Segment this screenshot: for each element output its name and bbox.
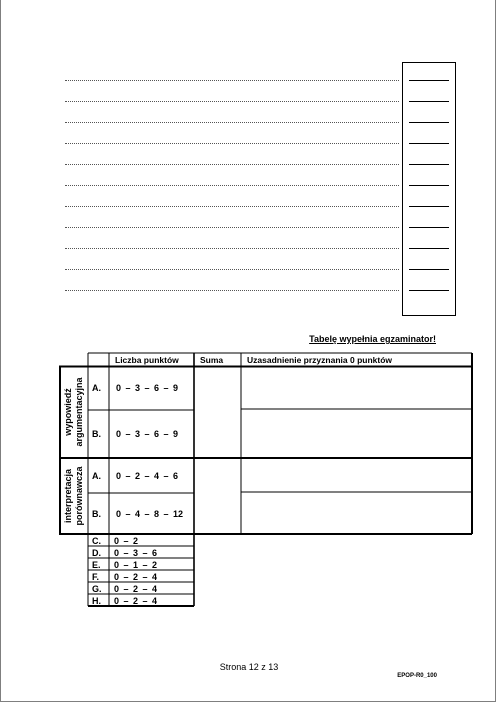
- row-points: 0 – 3 – 6 – 9: [116, 383, 179, 393]
- examiner-note: Tabelę wypełnia egzaminator!: [309, 334, 436, 344]
- group-label-argumentative: wypowiedź argumentacyjna: [63, 377, 84, 447]
- header-justification: Uzasadnienie przyznania 0 punktów: [247, 354, 393, 365]
- row-points: 0 – 3 – 6 – 9: [116, 429, 179, 439]
- row-letter: H.: [92, 595, 101, 606]
- row-points: 0 – 1 – 2: [114, 559, 158, 570]
- row-letter: B.: [92, 429, 101, 439]
- row-points: 0 – 2: [114, 535, 139, 546]
- row-letter: B.: [92, 509, 101, 519]
- sum-cell[interactable]: [195, 459, 240, 534]
- row-letter: A.: [92, 471, 101, 481]
- document-code: EPOP-R0_100: [397, 673, 437, 679]
- row-points: 0 – 2 – 4 – 6: [116, 471, 179, 481]
- justification-cell[interactable]: [242, 367, 471, 409]
- group-label-comparative: interpretacja porównawcza: [63, 466, 84, 526]
- row-letter: A.: [92, 383, 101, 393]
- justification-cell[interactable]: [242, 493, 471, 534]
- row-points: 0 – 4 – 8 – 12: [116, 509, 184, 519]
- row-letter: F.: [92, 571, 100, 582]
- row-points: 0 – 3 – 6: [114, 547, 158, 558]
- row-letter: E.: [92, 559, 101, 570]
- header-points: Liczba punktów: [115, 354, 179, 365]
- sum-cell[interactable]: [195, 367, 240, 458]
- header-sum: Suma: [200, 354, 224, 365]
- row-points: 0 – 2 – 4: [114, 583, 158, 594]
- justification-cell[interactable]: [242, 459, 471, 492]
- row-points: 0 – 2 – 4: [114, 571, 158, 582]
- row-letter: G.: [92, 583, 102, 594]
- row-letter: C.: [92, 535, 101, 546]
- justification-cell[interactable]: [242, 410, 471, 458]
- row-letter: D.: [92, 547, 101, 558]
- row-points: 0 – 2 – 4: [114, 595, 158, 606]
- page-number: Strona 12 z 13: [219, 662, 279, 672]
- scoring-table-grid: [1, 0, 496, 703]
